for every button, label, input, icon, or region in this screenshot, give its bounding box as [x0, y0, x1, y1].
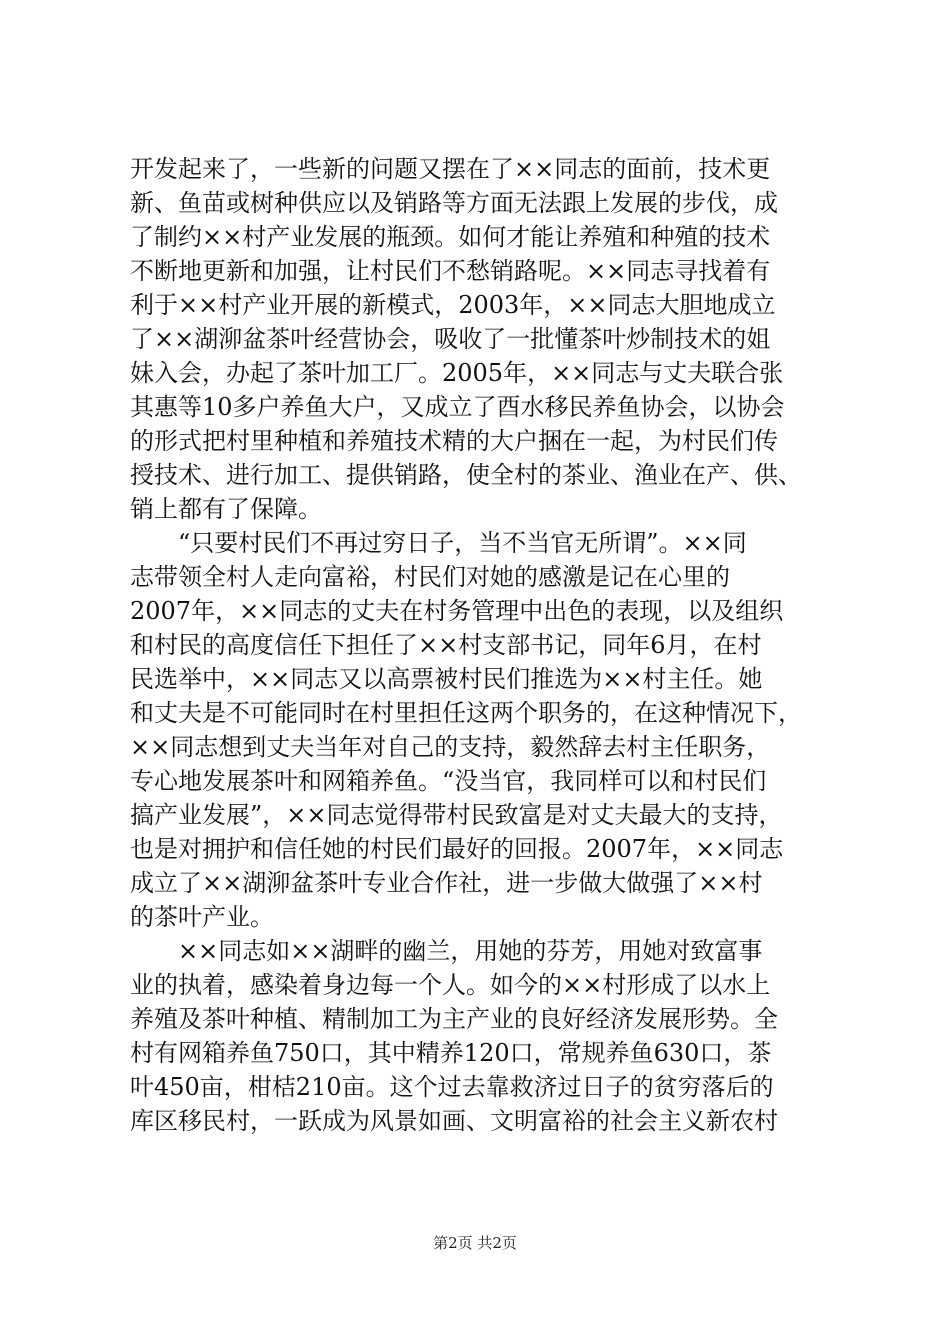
body-text	[130, 152, 850, 1138]
text-line: 村有网箱养鱼750口，其中精养120口，常规养鱼630口，茶	[130, 1039, 772, 1067]
text-line: 了制约××村产业发展的瓶颈。如何才能让养殖和种殖的技术	[130, 223, 771, 251]
text-line: 业的执着，感染着身边每一个人。如今的××村形成了以水上	[130, 971, 771, 999]
text-line: 专心地发展茶叶和网箱养鱼。“没当官，我同样可以和村民们	[130, 767, 767, 795]
text-line: 妹入会，办起了茶叶加工厂。2005年，××同志与丈夫联合张	[130, 359, 784, 387]
text-line: 2007年，××同志的丈夫在村务管理中出色的表现，以及组织	[130, 597, 784, 625]
text-line: 了××湖泖盆茶叶经营协会，吸收了一批懂茶叶炒制技术的姐	[130, 325, 771, 353]
page-footer: 第2页 共2页	[433, 1234, 517, 1252]
text-line: 授技术、进行加工、提供销路，使全村的茶业、渔业在产、供、	[130, 461, 802, 489]
text-line: 和村民的高度信任下担任了××村支部书记，同年6月，在村	[130, 631, 762, 659]
text-line: 叶450亩，柑桔210亩。这个过去靠救济过日子的贫穷落后的	[130, 1073, 774, 1101]
text-line: 成立了××湖泖盆茶叶专业合作社，进一步做大做强了××村	[130, 869, 763, 897]
text-line: ××同志想到丈夫当年对自己的支持，毅然辞去村主任职务，	[130, 733, 771, 761]
text-line: 的茶叶产业。	[130, 903, 274, 931]
paragraph-start-line: “只要村民们不再过穷日子，当不当官无所谓”。××同	[178, 529, 747, 557]
text-line: 养殖及茶叶种植、精制加工为主产业的良好经济发展形势。全	[130, 1005, 778, 1033]
text-line: 和丈夫是不可能同时在村里担任这两个职务的，在这种情况下，	[130, 699, 802, 727]
text-line: 新、鱼苗或树种供应以及销路等方面无法跟上发展的步伐，成	[130, 189, 778, 217]
text-line: 销上都有了保障。	[130, 495, 322, 523]
text-line: 民选举中，××同志又以高票被村民们推选为××村主任。她	[130, 665, 763, 693]
text-line: 也是对拥护和信任她的村民们最好的回报。2007年，××同志	[130, 835, 784, 863]
text-line: 利于××村产业开展的新模式，2003年，××同志大胆地成立	[130, 291, 776, 319]
text-line: 库区移民村，一跃成为风景如画、文明富裕的社会主义新农村	[130, 1107, 778, 1135]
text-line: 的形式把村里种植和养殖技术精的大户捆在一起，为村民们传	[130, 427, 778, 455]
text-line: 志带领全村人走向富裕，村民们对她的感激是记在心里的	[130, 563, 730, 591]
text-line: 其惠等10多户养鱼大户，又成立了酉水移民养鱼协会，以协会	[130, 393, 785, 421]
text-line: 搞产业发展”，××同志觉得带村民致富是对丈夫最大的支持，	[130, 801, 783, 829]
paragraph-start-line: ××同志如××湖畔的幽兰，用她的芬芳，用她对致富事	[178, 937, 763, 965]
text-line: 开发起来了，一些新的问题又摆在了××同志的面前，技术更	[130, 155, 771, 183]
text-line: 不断地更新和加强，让村民们不愁销路呢。××同志寻找着有	[130, 257, 771, 285]
